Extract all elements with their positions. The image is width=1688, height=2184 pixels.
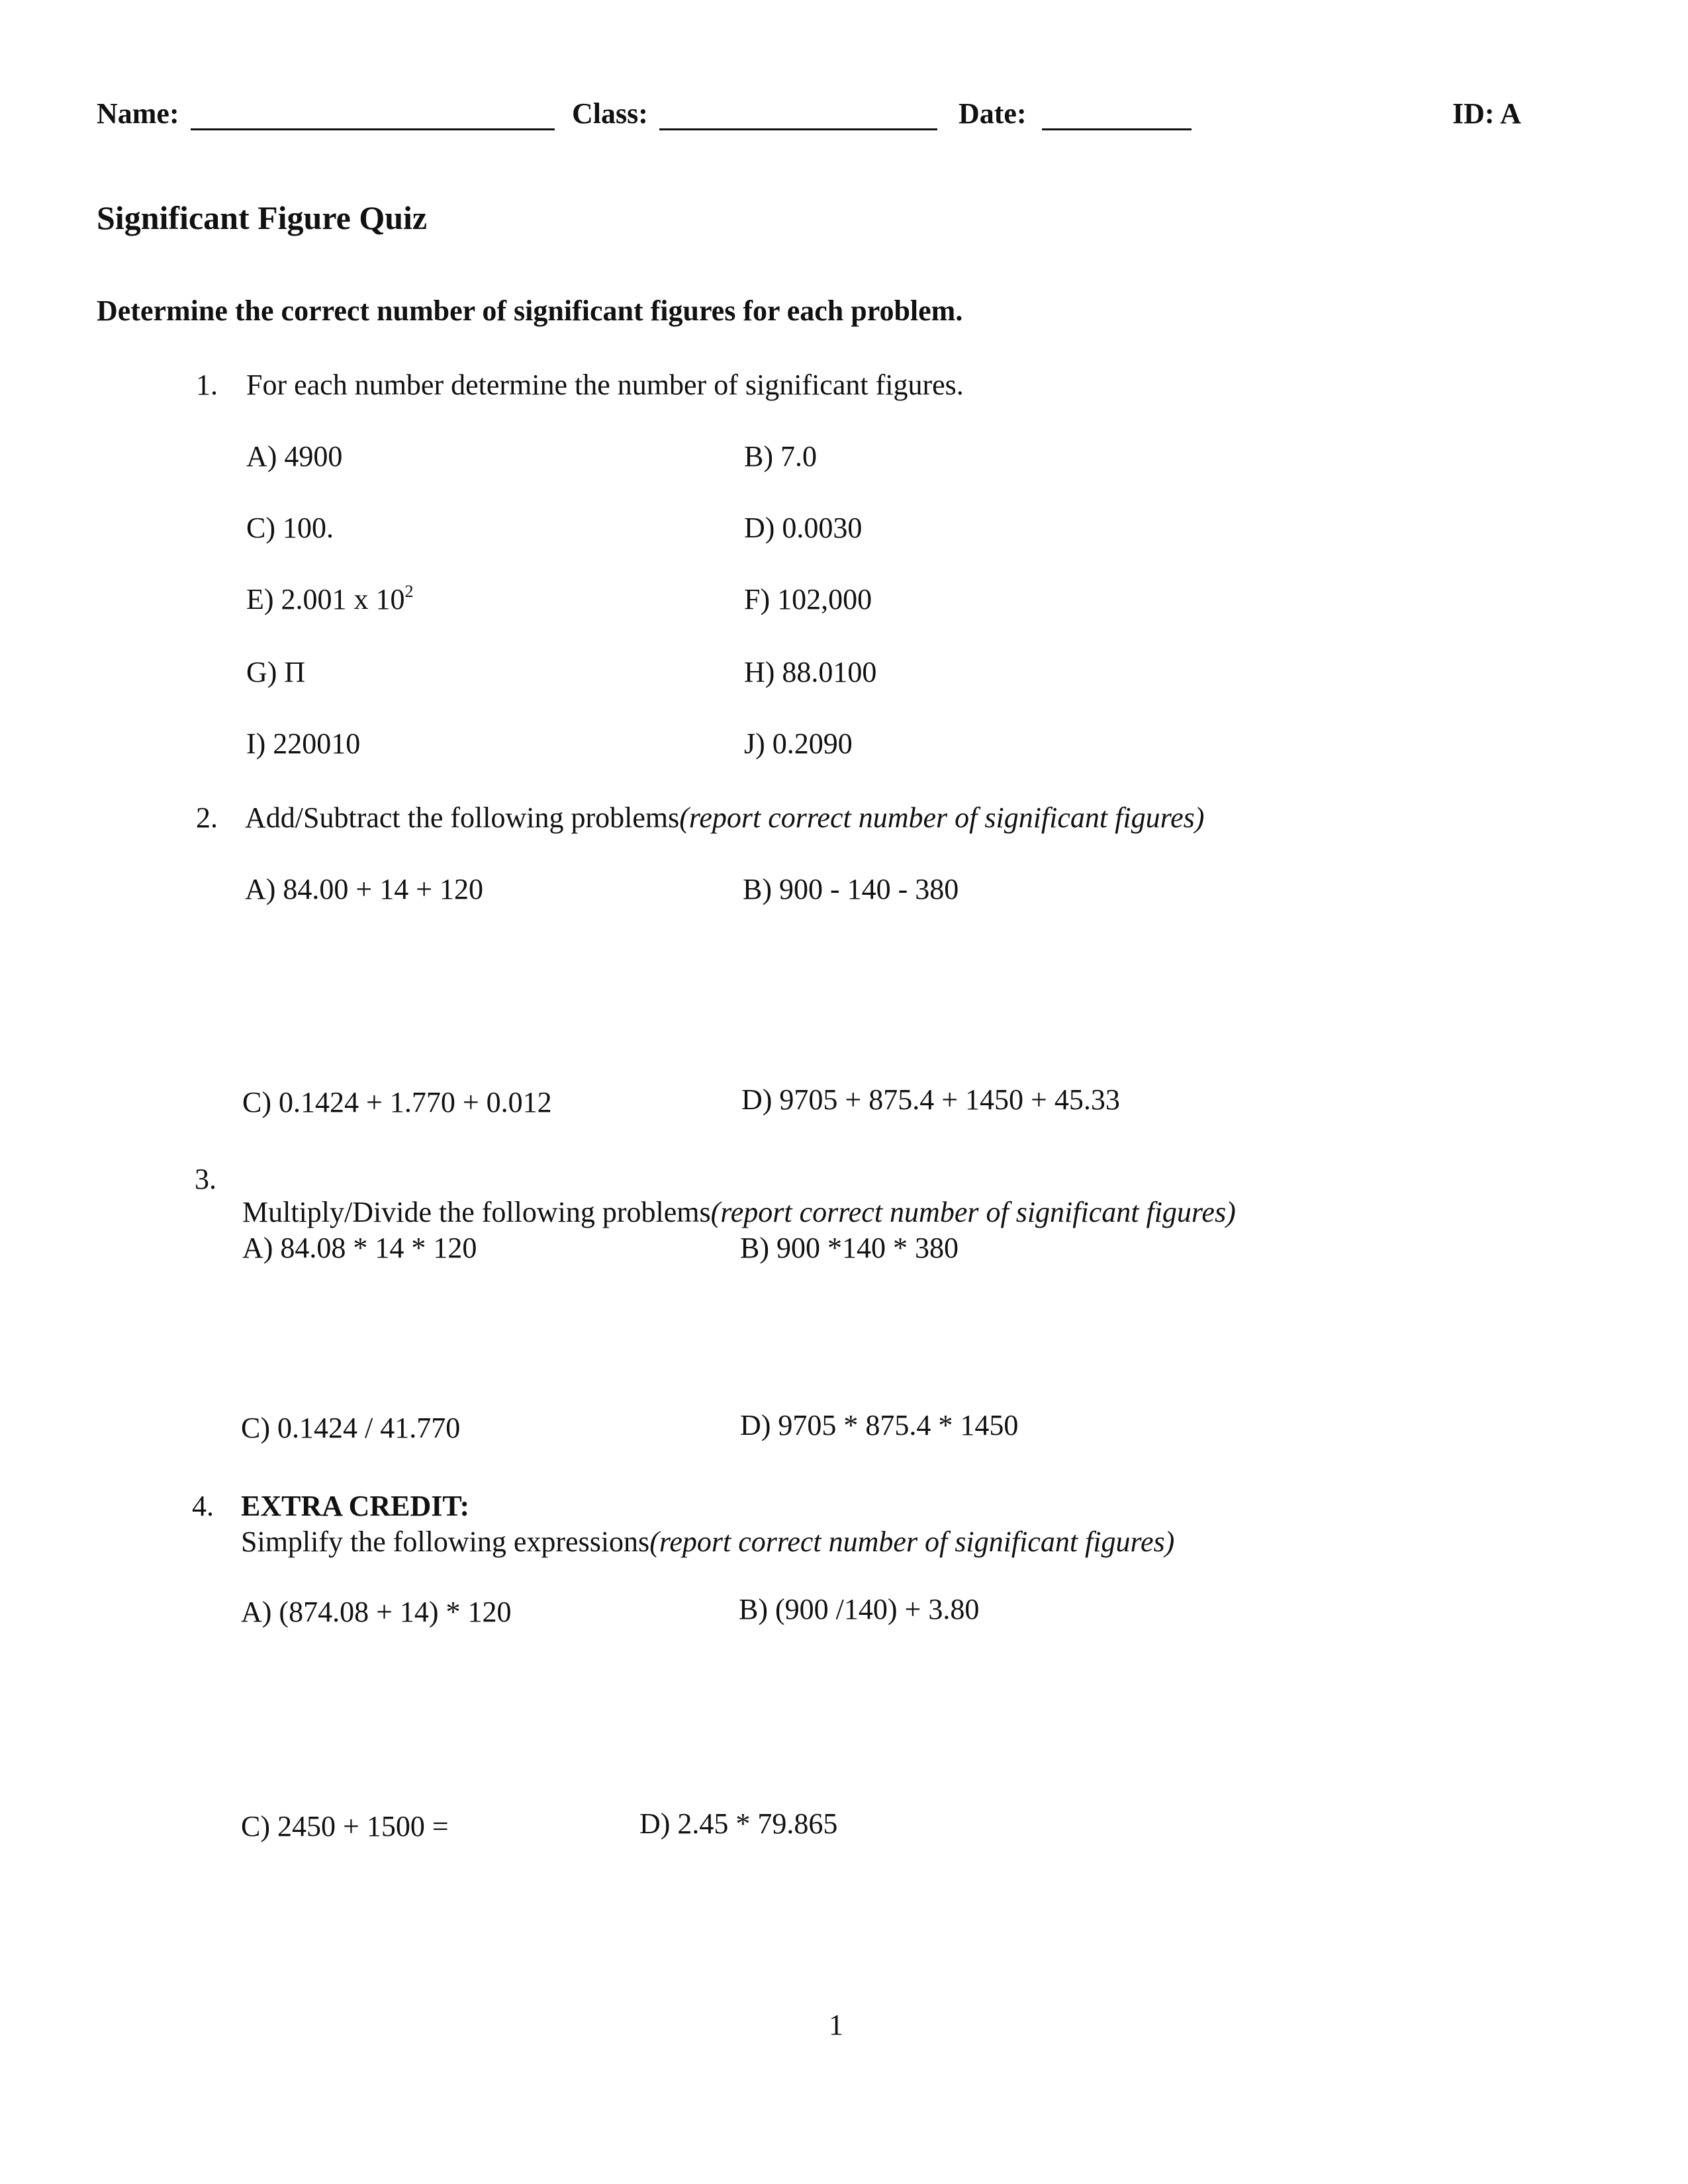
q2-text [245,801,1204,835]
q3-number: 3. [195,1163,216,1195]
q3-text [242,1195,1236,1229]
q4-text [241,1525,1174,1559]
q2-item-d: D) 9705 + 875.4 + 1450 + 45.33 [741,1083,1120,1116]
q1-number: 1. [196,369,218,401]
q3-note: (report correct number of significant figures) [710,1196,1236,1228]
q1-item-f: F) 102,000 [744,583,872,615]
q4-note: (report correct number of significant figures) [649,1525,1175,1558]
q1-item-a: A) 4900 [246,440,343,473]
q1-item-e-exponent: 2 [404,582,414,601]
q1-item-e-text: E) 2.001 x 10 [246,583,405,615]
q1-item-j: J) 0.2090 [744,727,853,760]
q4-item-a: A) (874.08 + 14) * 120 [241,1596,512,1628]
q4-item-b: B) (900 /140) + 3.80 [739,1593,980,1625]
q1-text: For each number determine the number of significant figures. [246,369,964,401]
id-value: A [1500,97,1521,130]
q1-item-i: I) 220010 [246,727,361,760]
instructions: Determine the correct number of significant figures for each problem. [97,295,963,327]
page-number: 1 [829,2009,843,2041]
q1-item-h: H) 88.0100 [744,656,877,688]
id-field [1452,97,1521,130]
q4-item-d: D) 2.45 * 79.865 [639,1807,838,1840]
q3-item-c: C) 0.1424 / 41.770 [241,1412,461,1444]
date-blank[interactable] [1042,128,1192,130]
q1-item-e [246,582,414,616]
id-label: ID: [1452,97,1495,130]
q2-text-main: Add/Subtract the following problems [245,801,680,834]
q3-text-main: Multiply/Divide the following problems [242,1196,711,1228]
date-label: Date: [959,97,1027,130]
name-label: Name: [97,97,179,130]
page-title: Significant Figure Quiz [97,199,428,236]
q4-text-main: Simplify the following expressions [241,1525,650,1558]
q3-item-b: B) 900 *140 * 380 [740,1232,959,1264]
q4-heading: EXTRA CREDIT: [241,1490,470,1522]
q2-item-a: A) 84.00 + 14 + 120 [245,873,484,905]
q1-item-d: D) 0.0030 [744,512,863,544]
q4-number: 4. [192,1490,214,1522]
q1-item-c: C) 100. [246,512,334,544]
q1-item-b: B) 7.0 [744,440,817,473]
class-blank[interactable] [659,128,937,130]
q3-item-d: D) 9705 * 875.4 * 1450 [740,1409,1019,1441]
q4-item-c: C) 2450 + 1500 = [241,1810,449,1843]
q2-item-b: B) 900 - 140 - 380 [743,873,959,905]
q1-item-g: G) Π [246,656,306,688]
name-blank[interactable] [191,128,555,130]
q2-note: (report correct number of significant figures) [679,801,1205,834]
class-label: Class: [572,97,648,130]
q3-item-a: A) 84.08 * 14 * 120 [242,1232,477,1264]
q2-number: 2. [196,801,218,834]
q2-item-c: C) 0.1424 + 1.770 + 0.012 [242,1086,552,1118]
